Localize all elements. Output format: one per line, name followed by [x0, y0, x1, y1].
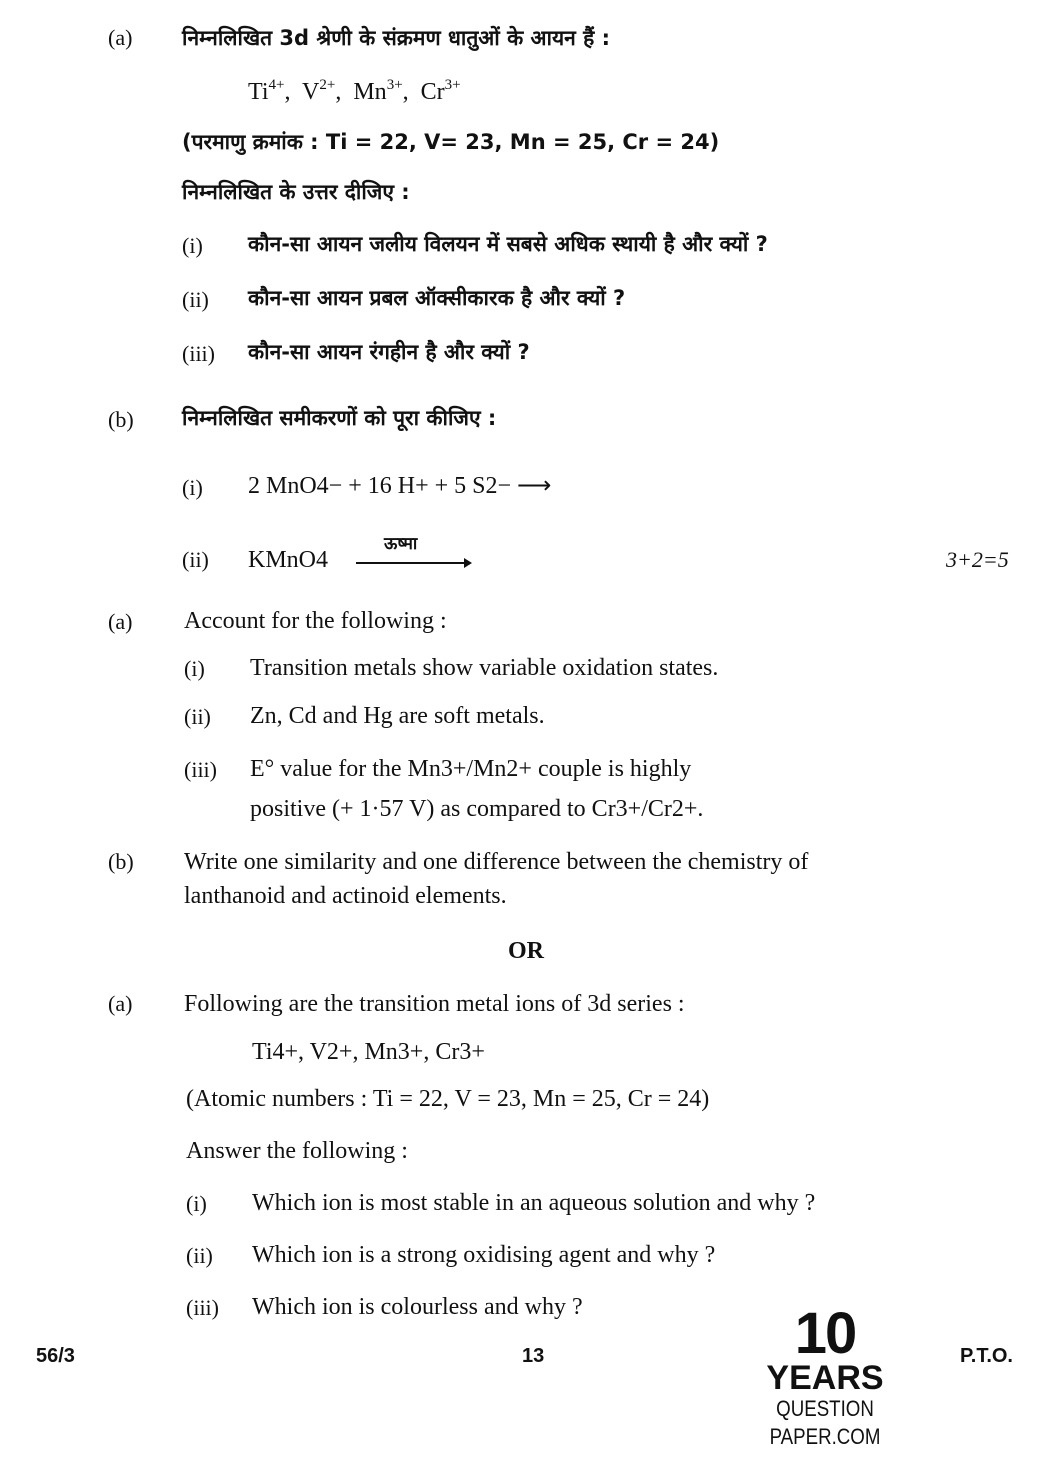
- logo-years: YEARS: [766, 1359, 884, 1397]
- reaction-arrow-icon: [356, 556, 472, 570]
- english-a-heading: Account for the following :: [184, 608, 447, 634]
- english-or-item-text: Which ion is most stable in an aqueous solution and why ?: [252, 1190, 816, 1216]
- logo-site: QUESTION PAPER.COM: [769, 1396, 881, 1449]
- english-or-item-label: (ii): [186, 1243, 213, 1268]
- english-or-item-label: (iii): [186, 1295, 219, 1320]
- english-or-item-text: Which ion is colourless and why ?: [252, 1294, 583, 1320]
- english-or-item-label: (i): [186, 1191, 207, 1216]
- hindi-b-item-label: (ii): [182, 547, 209, 572]
- hindi-a-label: (a): [108, 25, 133, 50]
- english-or-answer-prompt: Answer the following :: [186, 1138, 408, 1164]
- english-a-item-text: positive (+ 1·57 V) as compared to Cr3+/Cr2+.: [250, 796, 704, 822]
- hindi-a-ions: $Ti^{4+}$, $V^{2+}$, $Mn^{3+}$, $Cr^{3+}$: [248, 77, 461, 105]
- logo-number: 10: [794, 1301, 856, 1366]
- pto-label: P.T.O.: [960, 1345, 1013, 1367]
- english-a-item-text: E° value for the Mn3+/Mn2+ couple is highly: [250, 756, 692, 782]
- english-a-item-label: (iii): [184, 757, 217, 782]
- hindi-b-equation-2: KMnO4: [248, 547, 329, 573]
- hindi-b-equation-1: 2 MnO4− + 16 H+ + 5 S2− ⟶: [248, 473, 552, 499]
- hindi-a-item-label: (i): [182, 233, 203, 258]
- or-divider: OR: [508, 938, 544, 964]
- hindi-a-item-text: कौन-सा आयन प्रबल ऑक्सीकारक है और क्यों ?: [248, 286, 626, 310]
- paper-code: 56/3: [36, 1345, 75, 1367]
- english-or-atomic-numbers: (Atomic numbers : Ti = 22, V = 23, Mn = 25, Cr = 24): [186, 1086, 710, 1112]
- watermark-logo: [705, 1301, 945, 1451]
- page-number: 13: [522, 1345, 545, 1367]
- english-or-item-text: Which ion is a strong oxidising agent and why ?: [252, 1242, 716, 1268]
- english-or-a-label: (a): [108, 991, 133, 1016]
- hindi-b-item-label: (i): [182, 475, 203, 500]
- marks: 3+2=5: [946, 547, 1009, 572]
- english-a-item-text: Transition metals show variable oxidation states.: [250, 655, 719, 681]
- hindi-a-item-text: कौन-सा आयन जलीय विलयन में सबसे अधिक स्थायी है और क्यों ?: [248, 232, 768, 256]
- hindi-b-heading: निम्नलिखित समीकरणों को पूरा कीजिए :: [182, 406, 497, 430]
- hindi-a-atomic-numbers: (परमाणु क्रमांक : Ti = 22, V= 23, Mn = 25, Cr = 24): [182, 130, 720, 154]
- english-a-item-text: Zn, Cd and Hg are soft metals.: [250, 703, 545, 729]
- english-a-item-label: (i): [184, 656, 205, 681]
- hindi-a-heading: निम्नलिखित 3d श्रेणी के संक्रमण धातुओं के आयन हैं :: [182, 26, 610, 50]
- hindi-b-arrow-label: ऊष्मा: [384, 534, 418, 554]
- english-a-item-label: (ii): [184, 704, 211, 729]
- hindi-a-answer-prompt: निम्नलिखित के उत्तर दीजिए :: [182, 180, 410, 204]
- hindi-a-item-text: कौन-सा आयन रंगहीन है और क्यों ?: [248, 340, 530, 364]
- english-b-text: Write one similarity and one difference between the chemistry of: [184, 849, 809, 875]
- hindi-a-item-label: (iii): [182, 341, 215, 366]
- english-b-label: (b): [108, 849, 134, 874]
- english-or-a-heading: Following are the transition metal ions of 3d series :: [184, 991, 685, 1017]
- hindi-b-label: (b): [108, 407, 134, 432]
- english-b-text: lanthanoid and actinoid elements.: [184, 883, 507, 909]
- english-or-ions: Ti4+, V2+, Mn3+, Cr3+: [252, 1039, 485, 1065]
- hindi-a-item-label: (ii): [182, 287, 209, 312]
- english-a-label: (a): [108, 609, 133, 634]
